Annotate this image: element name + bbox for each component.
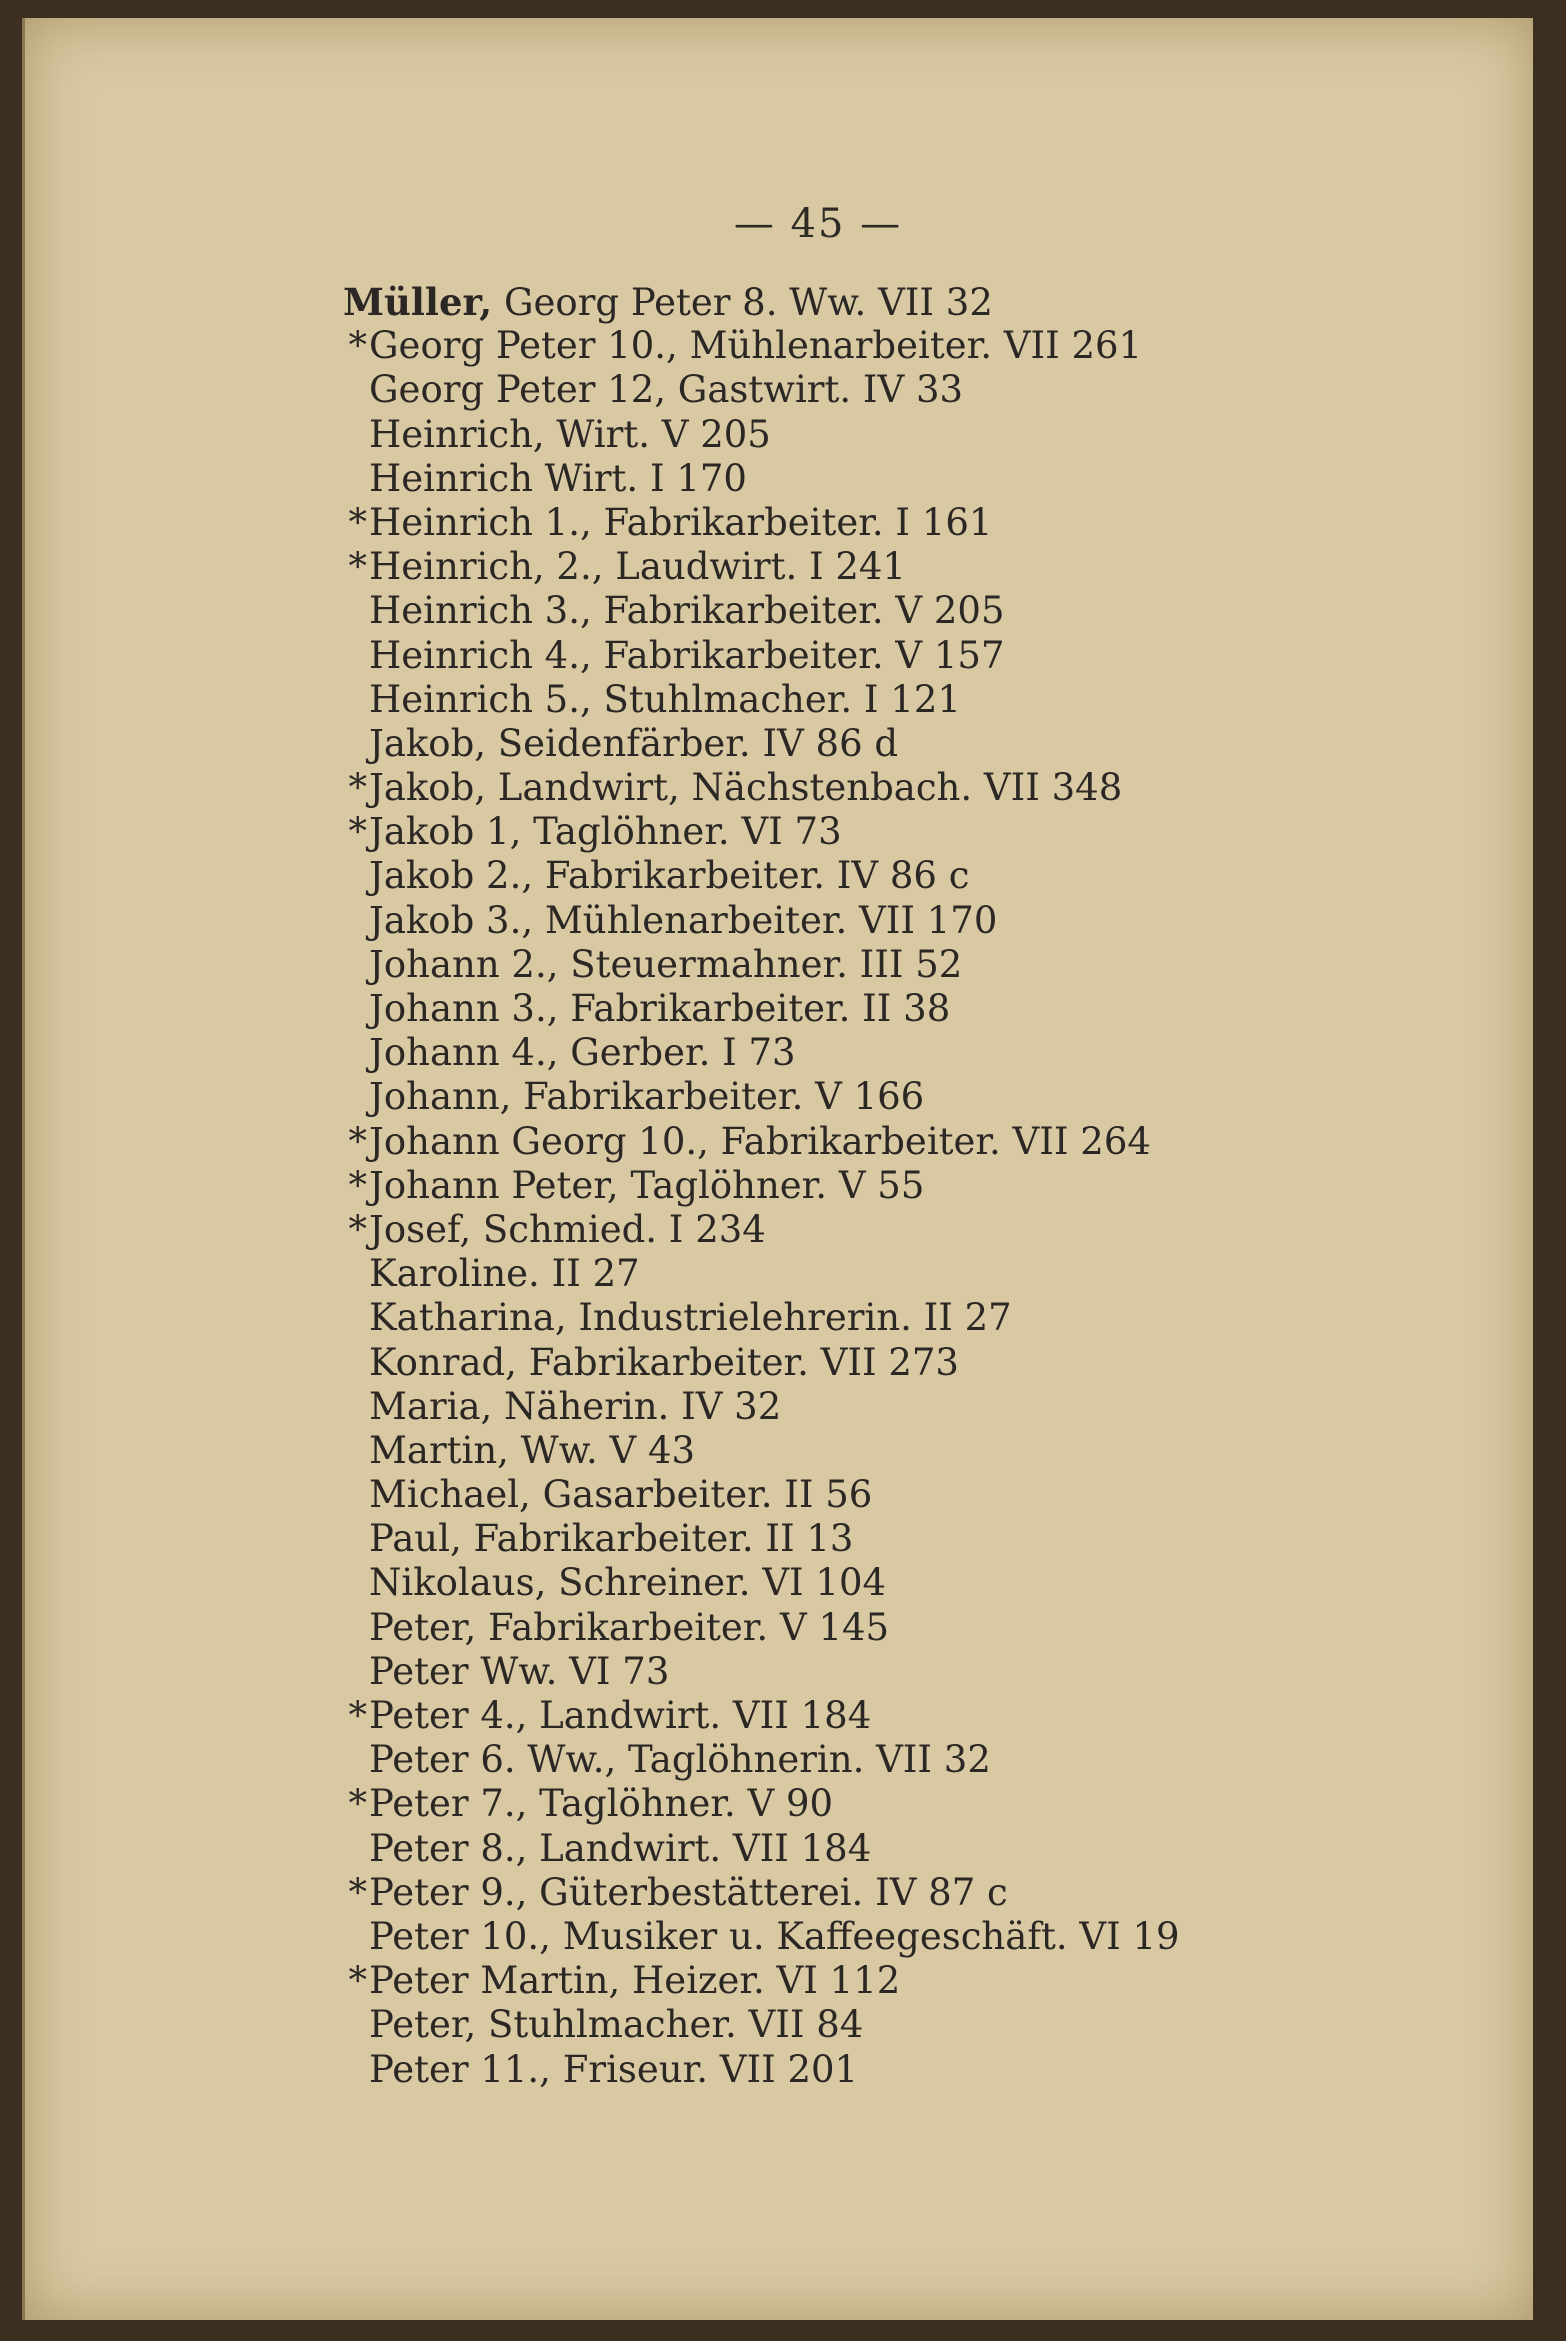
asterisk-marker: * bbox=[348, 1119, 367, 1163]
list-item bbox=[25, 899, 1533, 943]
entry-text: Heinrich 1., Fabrikarbeiter. I 161 bbox=[369, 500, 993, 544]
entry-text bbox=[343, 280, 993, 325]
entry-text: Peter, Stuhlmacher. VII 84 bbox=[369, 2003, 864, 2047]
list-item bbox=[25, 1606, 1533, 1650]
list-item bbox=[25, 545, 1533, 589]
entry-text: Konrad, Fabrikarbeiter. VII 273 bbox=[369, 1340, 959, 1384]
list-item bbox=[25, 324, 1533, 368]
asterisk-marker: * bbox=[348, 1694, 367, 1737]
entry-text: Johann 2., Steuermahner. III 52 bbox=[369, 942, 963, 986]
entry-text: Katharina, Industrielehrerin. II 27 bbox=[369, 1296, 1012, 1340]
entry-text: Heinrich Wirt. I 170 bbox=[369, 456, 747, 500]
list-item bbox=[25, 987, 1533, 1031]
list-item bbox=[25, 766, 1533, 810]
entry-text: Peter, Fabrikarbeiter. V 145 bbox=[369, 1605, 890, 1649]
list-item bbox=[25, 1429, 1533, 1473]
list-item bbox=[25, 678, 1533, 722]
entry-text: Peter 10., Musiker u. Kaffeegeschäft. VI 19 bbox=[369, 1914, 1180, 1958]
list-item bbox=[25, 1517, 1533, 1561]
list-item bbox=[25, 634, 1533, 678]
asterisk-marker: * bbox=[348, 500, 367, 544]
list-item bbox=[25, 2003, 1533, 2047]
list-item bbox=[25, 1164, 1533, 1208]
entry-text: Johann 3., Fabrikarbeiter. II 38 bbox=[369, 987, 951, 1030]
list-item bbox=[25, 501, 1533, 545]
list-item bbox=[25, 1782, 1533, 1826]
entry-text: Heinrich, 2., Laudwirt. I 241 bbox=[369, 545, 906, 589]
entry-text: Johann Peter, Taglöhner. V 55 bbox=[369, 1163, 925, 1207]
list-item bbox=[25, 943, 1533, 987]
asterisk-marker: * bbox=[348, 810, 367, 854]
list-item bbox=[25, 1252, 1533, 1296]
list-item bbox=[25, 1650, 1533, 1694]
asterisk-marker: * bbox=[348, 766, 367, 810]
list-item bbox=[25, 1208, 1533, 1252]
list-item bbox=[25, 1385, 1533, 1429]
asterisk-marker: * bbox=[348, 324, 367, 368]
entry-text: Peter 8., Landwirt. VII 184 bbox=[369, 1826, 872, 1870]
entry-text: Karoline. II 27 bbox=[369, 1252, 640, 1296]
list-item bbox=[25, 854, 1533, 898]
entry-text: Josef, Schmied. I 234 bbox=[369, 1207, 766, 1251]
entry-text: Heinrich 3., Fabrikarbeiter. V 205 bbox=[369, 589, 1005, 633]
surname-heading: Müller, bbox=[343, 280, 493, 324]
entry-text: Peter Ww. VI 73 bbox=[369, 1649, 670, 1693]
list-item bbox=[25, 1031, 1533, 1075]
list-item bbox=[25, 1341, 1533, 1385]
entry-text: Jakob 3., Mühlenarbeiter. VII 170 bbox=[369, 898, 998, 942]
list-item bbox=[25, 1694, 1533, 1738]
list-item bbox=[25, 1827, 1533, 1871]
entry-text: Michael, Gasarbeiter. II 56 bbox=[369, 1473, 873, 1517]
entry-text: Peter 4., Landwirt. VII 184 bbox=[369, 1694, 872, 1737]
entry-text: Nikolaus, Schreiner. VI 104 bbox=[369, 1561, 887, 1605]
asterisk-marker: * bbox=[348, 1207, 367, 1251]
entry-text: Jakob, Landwirt, Nächstenbach. VII 348 bbox=[369, 766, 1123, 810]
entry-text: Peter 7., Taglöhner. V 90 bbox=[369, 1782, 834, 1826]
entry-text: Jakob 1, Taglöhner. VI 73 bbox=[369, 810, 842, 854]
list-item bbox=[25, 368, 1533, 412]
list-item bbox=[25, 1959, 1533, 2003]
asterisk-marker: * bbox=[348, 1782, 367, 1826]
entry-text: Heinrich, Wirt. V 205 bbox=[369, 412, 771, 456]
page-number: — 45 — bbox=[733, 201, 903, 247]
entry-text: Heinrich 4., Fabrikarbeiter. V 157 bbox=[369, 633, 1005, 677]
list-item bbox=[25, 1075, 1533, 1119]
entry-detail: Georg Peter 8. Ww. VII 32 bbox=[503, 281, 993, 324]
list-item bbox=[25, 1120, 1533, 1164]
asterisk-marker: * bbox=[348, 1163, 367, 1207]
asterisk-marker: * bbox=[348, 1959, 367, 2003]
entry-text: Paul, Fabrikarbeiter. II 13 bbox=[369, 1517, 854, 1561]
entry-text: Jakob, Seidenfärber. IV 86 d bbox=[369, 721, 899, 765]
entry-text: Johann Georg 10., Fabrikarbeiter. VII 264 bbox=[369, 1119, 1151, 1163]
list-item bbox=[25, 1296, 1533, 1340]
list-item bbox=[25, 280, 1533, 324]
entry-text: Jakob 2., Fabrikarbeiter. IV 86 c bbox=[369, 854, 970, 898]
list-item bbox=[25, 810, 1533, 854]
entry-text: Martin, Ww. V 43 bbox=[369, 1428, 696, 1472]
entry-text: Georg Peter 12, Gastwirt. IV 33 bbox=[369, 368, 964, 412]
entry-text: Johann 4., Gerber. I 73 bbox=[369, 1031, 796, 1075]
list-item bbox=[25, 1738, 1533, 1782]
asterisk-marker: * bbox=[348, 1870, 367, 1914]
entry-text: Peter 11., Friseur. VII 201 bbox=[369, 2047, 859, 2091]
list-item bbox=[25, 2048, 1533, 2092]
list-item bbox=[25, 1473, 1533, 1517]
document-page bbox=[22, 18, 1533, 2320]
list-item bbox=[25, 457, 1533, 501]
list-item bbox=[25, 413, 1533, 457]
list-item bbox=[25, 589, 1533, 633]
list-item bbox=[25, 1561, 1533, 1605]
entry-text: Peter 6. Ww., Taglöhnerin. VII 32 bbox=[369, 1738, 991, 1782]
list-item bbox=[25, 722, 1533, 766]
entry-text: Peter Martin, Heizer. VI 112 bbox=[369, 1959, 901, 2003]
entry-text: Johann, Fabrikarbeiter. V 166 bbox=[369, 1075, 925, 1119]
list-item bbox=[25, 1871, 1533, 1915]
entry-text: Peter 9., Güterbestätterei. IV 87 c bbox=[369, 1870, 1008, 1914]
entry-text: Georg Peter 10., Mühlenarbeiter. VII 261 bbox=[369, 324, 1143, 368]
entry-text: Heinrich 5., Stuhlmacher. I 121 bbox=[369, 677, 961, 721]
entry-text: Maria, Näherin. IV 32 bbox=[369, 1384, 782, 1428]
entry-list bbox=[25, 280, 1533, 2092]
asterisk-marker: * bbox=[348, 545, 367, 589]
list-item bbox=[25, 1915, 1533, 1959]
